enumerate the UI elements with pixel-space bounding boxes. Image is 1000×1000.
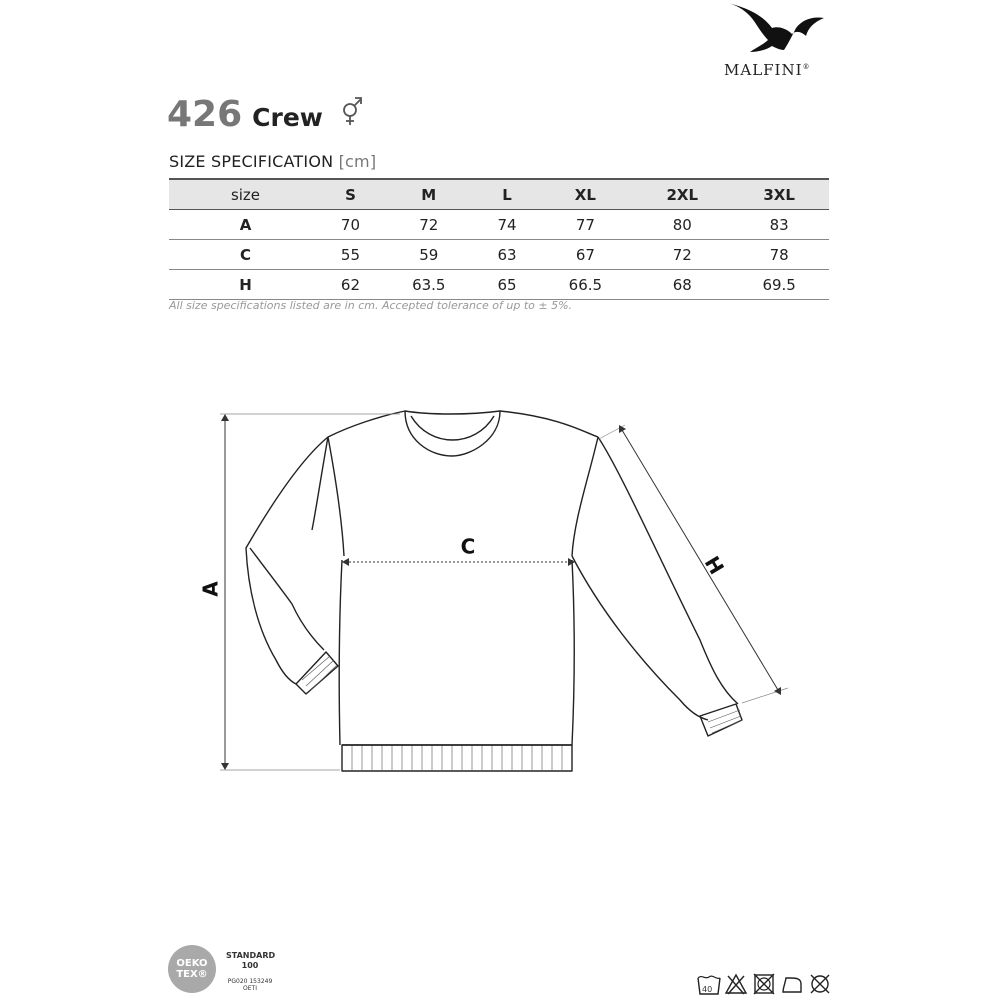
table-cell: 67	[536, 240, 636, 270]
no-dry-clean-icon	[808, 972, 832, 996]
brand-logo	[718, 0, 830, 80]
tolerance-note: All size specifications listed are in cm. Accepted tolerance of up to ± 5%.	[169, 299, 573, 312]
table-cell: 78	[729, 240, 829, 270]
table-row	[169, 270, 829, 300]
product-name: Crew	[252, 103, 323, 132]
label-c: C	[460, 534, 476, 559]
table-cell: 80	[635, 210, 729, 240]
oeko-tex-certification	[168, 945, 308, 995]
model-number: 426	[167, 94, 243, 135]
table-cell: 65	[479, 270, 536, 300]
table-cell: 55	[322, 240, 379, 270]
column-header: 2XL	[635, 179, 729, 210]
no-tumble-dry-icon	[752, 972, 776, 996]
column-header: size	[169, 179, 322, 210]
no-bleach-icon	[724, 972, 748, 996]
label-h: H	[699, 551, 729, 579]
column-header: L	[479, 179, 536, 210]
oeko-standard: STANDARD 100	[226, 951, 276, 970]
wash-temp: 40	[702, 985, 713, 994]
table-row	[169, 210, 829, 240]
garment-outline	[246, 411, 738, 745]
spec-title: SIZE SPECIFICATION [cm]	[169, 152, 377, 171]
table-cell: 74	[479, 210, 536, 240]
left-cuff	[296, 652, 338, 694]
column-header: 3XL	[729, 179, 829, 210]
oeko-tex-badge: OEKO TEX®	[168, 945, 216, 993]
row-label: C	[169, 240, 322, 270]
table-cell: 66.5	[536, 270, 636, 300]
collar-rib	[405, 411, 500, 456]
table-cell: 77	[536, 210, 636, 240]
hem-rib	[342, 745, 572, 771]
table-header-row	[169, 179, 829, 210]
oeko-code: PG020 153249 OETI	[227, 978, 273, 992]
table-cell: 69.5	[729, 270, 829, 300]
care-symbols	[696, 972, 836, 998]
right-cuff	[700, 704, 742, 736]
column-header: XL	[536, 179, 636, 210]
table-cell: 62	[322, 270, 379, 300]
size-table	[169, 178, 829, 300]
dimension-lines	[220, 414, 788, 770]
table-cell: 70	[322, 210, 379, 240]
product-heading	[167, 94, 323, 134]
table-cell: 63	[479, 240, 536, 270]
column-header: M	[379, 179, 479, 210]
table-cell: 68	[635, 270, 729, 300]
table-cell: 72	[379, 210, 479, 240]
table-row	[169, 240, 829, 270]
table-cell: 83	[729, 210, 829, 240]
row-label: H	[169, 270, 322, 300]
eagle-icon	[726, 0, 826, 58]
iron-icon	[780, 972, 804, 996]
unisex-symbol-icon	[340, 94, 364, 126]
brand-name: MALFINI®	[724, 61, 811, 79]
column-header: S	[322, 179, 379, 210]
table-cell: 59	[379, 240, 479, 270]
table-cell: 72	[635, 240, 729, 270]
rib-hatching	[302, 656, 742, 770]
row-label: A	[169, 210, 322, 240]
label-a: A	[198, 581, 223, 597]
table-cell: 63.5	[379, 270, 479, 300]
